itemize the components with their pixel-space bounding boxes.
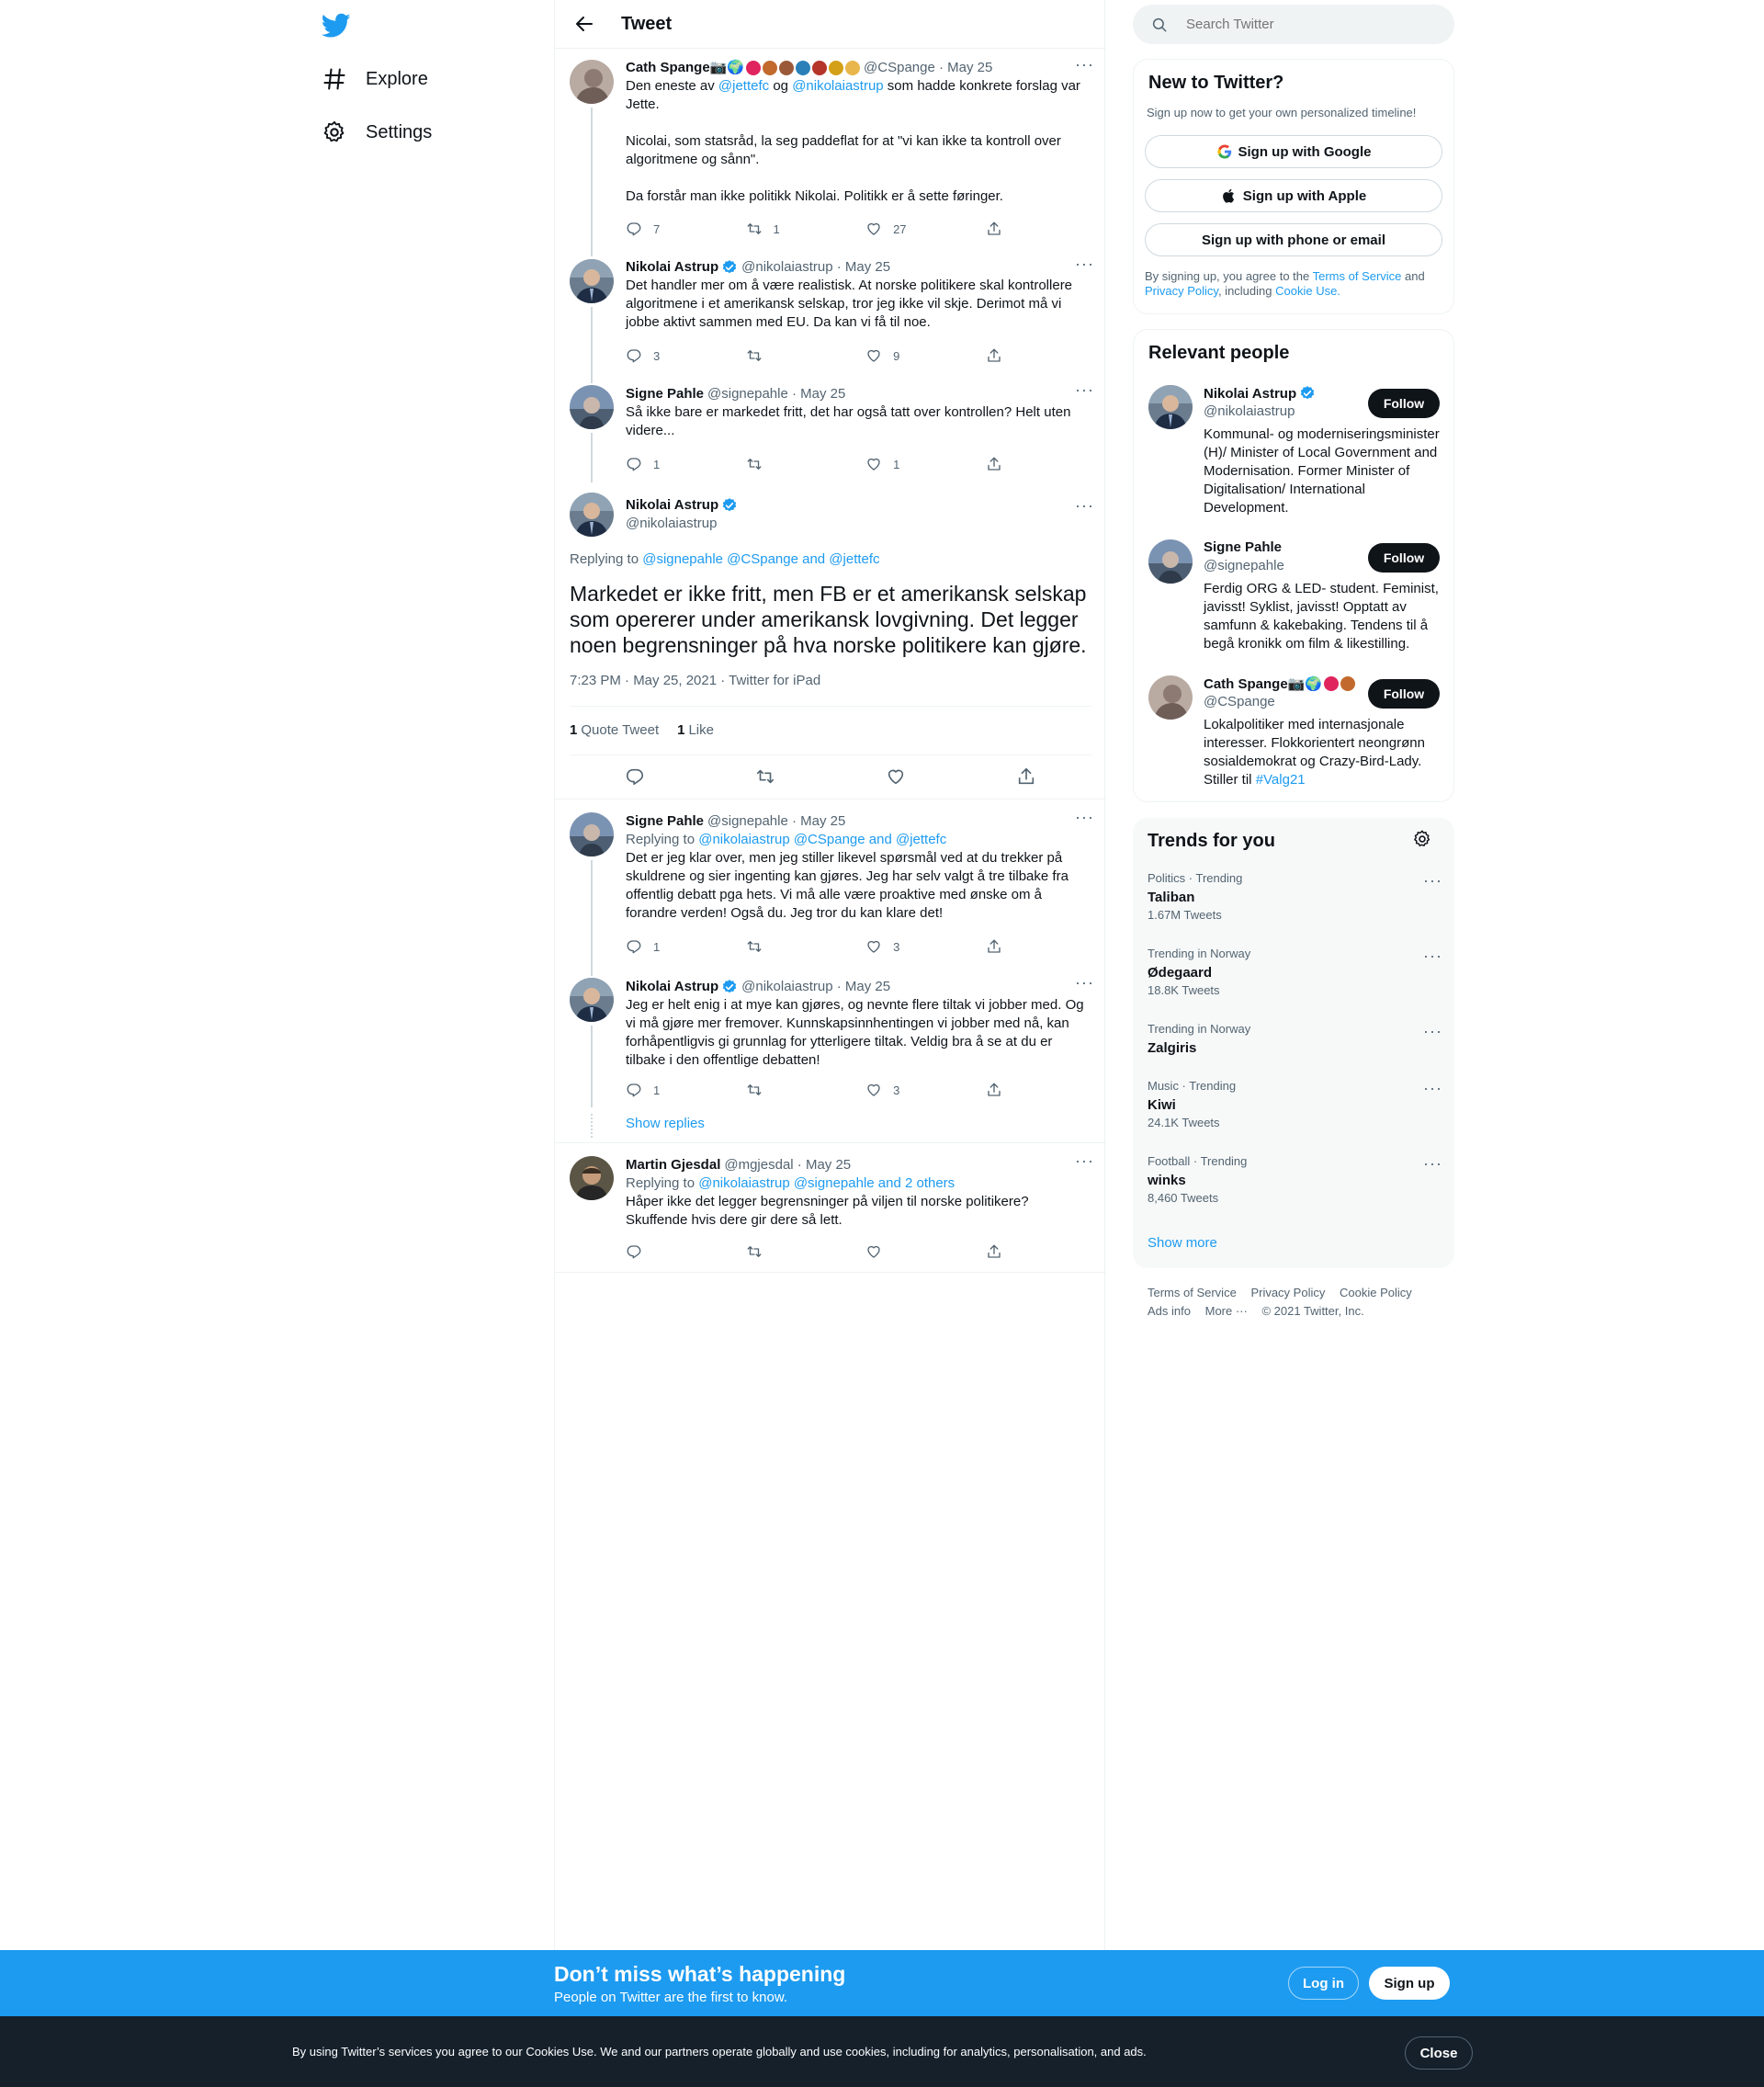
share-button[interactable] xyxy=(986,346,1021,365)
nav-settings[interactable] xyxy=(322,114,432,151)
tweet-actions xyxy=(626,1081,1021,1099)
search-icon xyxy=(1151,17,1168,33)
reply-tweet[interactable] xyxy=(555,800,1106,965)
author-handle-date[interactable]: @nikolaiastrup · May 25 xyxy=(741,259,891,275)
focus-actions xyxy=(570,766,1091,787)
author-handle-date[interactable]: @mgjesdal · May 25 xyxy=(724,1157,852,1173)
replying-to-links[interactable]: @signepahle @CSpange and @jettefc xyxy=(642,551,880,567)
author-handle-date[interactable]: @CSpange · May 25 xyxy=(864,60,993,75)
tweet-content xyxy=(626,55,1094,206)
tweet-actions xyxy=(626,346,1021,365)
signup-button[interactable]: Sign up xyxy=(1369,1967,1450,2000)
person-handle[interactable]: @signepahle xyxy=(1204,558,1284,573)
reply-icon xyxy=(626,1243,642,1260)
more-options-icon[interactable]: ··· xyxy=(1423,947,1442,965)
trends-title: Trends for you xyxy=(1148,831,1275,851)
reply-tweet[interactable] xyxy=(555,965,1106,1107)
trend-name: winks xyxy=(1148,1173,1186,1188)
more-options-icon[interactable]: ··· xyxy=(1423,1022,1442,1040)
trend-item[interactable] xyxy=(1148,947,1442,1000)
signup-apple-button[interactable]: Sign up with Apple xyxy=(1145,179,1442,212)
retweet-button[interactable] xyxy=(746,1081,866,1099)
trend-item[interactable] xyxy=(1148,1079,1442,1132)
reply-icon xyxy=(626,221,642,237)
trend-name: Kiwi xyxy=(1148,1097,1176,1113)
author-name[interactable]: Cath Spange📷🌍 xyxy=(626,60,745,75)
reply-icon xyxy=(626,1082,642,1098)
trend-name: Ødegaard xyxy=(1148,965,1213,981)
signup-bar-subtitle: People on Twitter are the first to know. xyxy=(554,1990,788,2005)
mention-link[interactable]: @jettefc xyxy=(718,78,770,94)
signup-bar xyxy=(0,1950,1764,2016)
replying-to: Replying to @nikolaiastrup @signepahle and 2 others xyxy=(626,1175,956,1191)
footer-privacy-link[interactable]: Privacy Policy xyxy=(1250,1286,1326,1299)
verified-badge-icon xyxy=(721,979,738,995)
trend-count: 24.1K Tweets xyxy=(1148,1116,1220,1129)
person-name[interactable]: Cath Spange📷🌍 xyxy=(1204,675,1355,692)
replying-to: Replying to @nikolaiastrup @CSpange and @jettefc xyxy=(626,832,947,847)
trend-item[interactable] xyxy=(1148,871,1442,924)
heart-icon xyxy=(865,938,882,955)
tweet-content xyxy=(626,1151,1094,1230)
nav-explore-label: Explore xyxy=(366,68,428,89)
trend-category: Trending in Norway xyxy=(1148,947,1251,960)
author-name[interactable]: Martin Gjesdal xyxy=(626,1157,721,1173)
thread-line xyxy=(591,1026,593,1107)
person-bio: Ferdig ORG & LED- student. Feminist, javisst! Syklist, javisst! Opptatt av samfunn & kakebaking. Tendens til å begå kronikk om film & likestilling. xyxy=(1204,581,1439,652)
divider xyxy=(570,706,1091,707)
avatar[interactable] xyxy=(570,60,614,104)
hashtag-icon xyxy=(322,66,347,92)
avatar[interactable] xyxy=(1148,385,1193,429)
quote-tweet-count[interactable]: 1 Quote Tweet xyxy=(570,722,660,738)
share-icon xyxy=(986,1243,1002,1260)
retweet-button[interactable] xyxy=(746,346,866,365)
reply-button[interactable]: 3 xyxy=(626,346,746,365)
reply-button[interactable]: 1 xyxy=(626,937,746,956)
author-name[interactable]: Signe Pahle xyxy=(626,386,705,402)
hashtag-link[interactable]: #Valg21 xyxy=(1255,772,1306,788)
share-icon xyxy=(986,1082,1002,1098)
more-options-icon[interactable]: ··· xyxy=(1423,1079,1442,1097)
signup-panel-subtitle: Sign up now to get your own personalized timeline! xyxy=(1147,106,1417,119)
retweet-icon xyxy=(746,938,763,955)
retweet-button[interactable] xyxy=(746,455,866,473)
retweet-button[interactable] xyxy=(746,937,866,956)
footer-copyright: © 2021 Twitter, Inc. xyxy=(1261,1304,1364,1318)
signup-google-button[interactable]: Sign up with Google xyxy=(1145,135,1442,168)
back-arrow-icon[interactable] xyxy=(573,13,595,35)
more-options-icon[interactable]: ··· xyxy=(1075,808,1094,826)
more-options-icon[interactable]: ··· xyxy=(1423,1154,1442,1173)
footer-tos-link[interactable]: Terms of Service xyxy=(1148,1286,1237,1299)
follow-button[interactable]: Follow xyxy=(1368,679,1440,709)
trends-panel xyxy=(1133,818,1454,1268)
cookie-close-button[interactable]: Close xyxy=(1405,2036,1473,2070)
thread-line xyxy=(591,108,593,245)
author-name[interactable]: Nikolai Astrup xyxy=(626,259,719,275)
tweet-header xyxy=(626,1151,1094,1174)
footer-cookie-link[interactable]: Cookie Policy xyxy=(1339,1286,1412,1299)
tweet-content xyxy=(626,808,1094,923)
avatar[interactable] xyxy=(570,812,614,856)
person-bio: Kommunal- og moderniseringsminister (H)/ Minister of Local Government and Modernisation. Former Minister of Digitalisation/ International Development. xyxy=(1204,426,1440,516)
retweet-icon xyxy=(746,1082,763,1098)
tweet-timestamp[interactable]: 7:23 PM · May 25, 2021 · Twitter for iPad xyxy=(570,673,821,688)
nav-settings-label: Settings xyxy=(366,121,433,142)
tweet-actions xyxy=(626,455,1021,473)
signup-panel-title: New to Twitter? xyxy=(1148,73,1284,93)
reply-button[interactable] xyxy=(626,1242,746,1261)
tweet-content xyxy=(626,380,1094,440)
trend-category: Football · Trending xyxy=(1148,1154,1248,1168)
author-name[interactable]: Nikolai Astrup xyxy=(626,497,719,513)
thread-line xyxy=(591,307,593,372)
reply-button[interactable]: 7 xyxy=(626,220,746,238)
search-bar[interactable] xyxy=(1133,5,1454,44)
divider xyxy=(555,1272,1106,1273)
footer-ads-link[interactable]: Ads info xyxy=(1148,1304,1191,1318)
signup-bar-title: Don’t miss what’s happening xyxy=(554,1962,846,1986)
google-icon xyxy=(1216,143,1233,160)
more-options-icon[interactable]: ··· xyxy=(1075,255,1094,273)
follow-button[interactable]: Follow xyxy=(1368,389,1440,418)
tweet-stats xyxy=(570,722,732,738)
tweet-header xyxy=(626,55,1094,77)
person-name[interactable]: Nikolai Astrup xyxy=(1204,385,1316,402)
retweet-icon xyxy=(746,347,763,364)
focus-tweet-text: Markedet er ikke fritt, men FB er et amerikansk selskap som opererer under amerikansk lovgivning. Det legger noen begrensninger på hva norske politikere kan gjøre. xyxy=(570,582,1087,657)
search-input[interactable] xyxy=(1186,17,1416,32)
author-handle-date[interactable]: @nikolaiastrup · May 25 xyxy=(741,979,891,994)
divider xyxy=(570,754,1091,755)
tweet-text: Håper ikke det legger begrensninger på viljen til norske politikere? Skuffende hvis dere gir dere så lett. xyxy=(626,1194,1029,1228)
show-replies-dots xyxy=(591,1114,593,1138)
signup-phone-email-button[interactable]: Sign up with phone or email xyxy=(1145,223,1442,256)
relevant-people-panel xyxy=(1133,329,1454,802)
share-icon xyxy=(986,221,1002,237)
like-button[interactable]: 3 xyxy=(865,1081,986,1099)
tweet-text: Det handler mer om å være realistisk. At norske politikere skal kontrollere algoritmene i et amerikansk selskap, tror jeg ikke vil skje. Derimot må vi jobbe aktivt sammen med EU. Da kan vi få til noe. xyxy=(626,278,1073,330)
apple-icon xyxy=(1221,187,1238,204)
share-button[interactable] xyxy=(986,220,1021,238)
verified-badge-icon xyxy=(721,259,738,276)
more-options-icon[interactable]: ··· xyxy=(1423,871,1442,890)
thread-line xyxy=(591,433,593,482)
retweet-button[interactable] xyxy=(746,1242,866,1261)
author-handle[interactable]: @nikolaiastrup xyxy=(626,516,718,531)
trend-count: 8,460 Tweets xyxy=(1148,1191,1219,1205)
share-icon xyxy=(986,456,1002,472)
trend-name: Zalgiris xyxy=(1148,1040,1197,1056)
like-count[interactable]: 1 Like xyxy=(677,722,714,738)
page-title: Tweet xyxy=(621,13,673,34)
retweet-icon xyxy=(746,1243,763,1260)
person-handle[interactable]: @nikolaiastrup xyxy=(1204,403,1295,419)
reply-button[interactable]: 1 xyxy=(626,1081,746,1099)
avatar[interactable] xyxy=(1148,539,1193,584)
cookie-use-link[interactable]: Cookie Use. xyxy=(1275,284,1340,298)
trend-item[interactable] xyxy=(1148,1154,1442,1208)
footer-links xyxy=(1148,1284,1451,1321)
avatar[interactable] xyxy=(570,385,614,429)
person-name[interactable]: Signe Pahle xyxy=(1204,539,1283,555)
avatar[interactable] xyxy=(570,1156,614,1200)
retweet-icon xyxy=(746,456,763,472)
show-more-link[interactable]: Show more xyxy=(1148,1235,1217,1251)
footer-more-link[interactable]: More ··· xyxy=(1204,1304,1248,1318)
like-button[interactable] xyxy=(865,1242,986,1261)
tweet-header xyxy=(626,255,1094,277)
share-button[interactable] xyxy=(986,1242,1021,1261)
heart-icon xyxy=(865,347,882,364)
more-options-icon[interactable]: ··· xyxy=(1075,496,1094,515)
main-header xyxy=(555,0,1106,49)
avatar[interactable] xyxy=(570,493,614,537)
reply-button[interactable]: 1 xyxy=(626,455,746,473)
trend-count: 18.8K Tweets xyxy=(1148,983,1220,997)
author-handle-date[interactable]: @signepahle · May 25 xyxy=(707,386,846,402)
avatar[interactable] xyxy=(570,978,614,1022)
avatar[interactable] xyxy=(570,259,614,303)
trend-category: Politics · Trending xyxy=(1148,871,1243,885)
author-handle-date[interactable]: @signepahle · May 25 xyxy=(707,813,846,829)
author-name[interactable]: Signe Pahle xyxy=(626,813,705,829)
trend-category: Music · Trending xyxy=(1148,1079,1237,1093)
thread-tweet[interactable] xyxy=(555,49,1106,245)
signup-legal-text: By signing up, you agree to the Terms of Service and Privacy Policy, including Cookie Use. xyxy=(1145,269,1425,298)
heart-icon xyxy=(865,1243,882,1260)
tweet-text: Det er jeg klar over, men jeg stiller likevel spørsmål ved at du trekker på skuldrene og sier ingenting kan gjøres. Jeg har selv valgt å tre tilbake fra offentlig debatt pga hets. Vi må alle være proaktive med ønske om å forandre verden! Også du. Jeg tror du kan klare det! xyxy=(626,850,1069,921)
mention-link[interactable]: @nikolaiastrup xyxy=(792,78,884,94)
tweet-actions xyxy=(626,1242,1021,1261)
nav-explore[interactable] xyxy=(322,61,428,97)
tweet-content xyxy=(626,973,1094,1070)
more-options-icon[interactable]: ··· xyxy=(1075,1151,1094,1170)
thread-tweet[interactable] xyxy=(555,372,1106,482)
author-block[interactable] xyxy=(626,496,738,533)
share-icon xyxy=(986,347,1002,364)
person-handle[interactable]: @CSpange xyxy=(1204,694,1275,709)
trend-name: Taliban xyxy=(1148,890,1195,905)
signup-panel xyxy=(1133,59,1454,314)
like-button[interactable]: 27 xyxy=(865,220,986,238)
more-options-icon[interactable]: ··· xyxy=(1075,973,1094,992)
heart-icon xyxy=(865,1082,882,1098)
trend-item[interactable] xyxy=(1148,1022,1442,1059)
tweet-header xyxy=(626,380,1094,403)
verified-badge-icon xyxy=(1299,385,1316,402)
heart-icon[interactable] xyxy=(886,766,906,787)
emoji-row-icon xyxy=(744,61,860,75)
gear-icon[interactable] xyxy=(1412,829,1432,849)
cookie-message: By using Twitter’s services you agree to our Cookies Use. We and our partners operate globally and use cookies, including for analytics, personalisation, and ads. xyxy=(292,2045,1147,2059)
relevant-people-title: Relevant people xyxy=(1148,343,1290,363)
like-button[interactable]: 3 xyxy=(865,937,986,956)
share-icon[interactable] xyxy=(1016,766,1036,787)
retweet-button[interactable]: 1 xyxy=(746,220,866,238)
tweet-content xyxy=(626,255,1094,332)
author-name[interactable]: Nikolai Astrup xyxy=(626,979,719,994)
follow-button[interactable]: Follow xyxy=(1368,543,1440,573)
login-button[interactable]: Log in xyxy=(1288,1967,1359,2000)
twitter-bird-icon[interactable] xyxy=(322,13,351,39)
person-bio: Lokalpolitiker med internasjonale interesser. Flokkorientert neongrønn sosialdemokrat og Crazy-Bird-Lady. Stiller til #Valg21 xyxy=(1204,717,1425,788)
reply-icon xyxy=(626,938,642,955)
share-icon xyxy=(986,938,1002,955)
like-button[interactable]: 1 xyxy=(865,455,986,473)
replying-to-links[interactable]: @nikolaiastrup @signepahle and 2 others xyxy=(698,1175,956,1191)
emoji-row-icon xyxy=(1322,676,1355,691)
replying-to: Replying to @signepahle @CSpange and @jettefc xyxy=(570,551,880,567)
tweet-text: Så ikke bare er markedet fritt, det har også tatt over kontrollen? Helt uten videre... xyxy=(626,404,1071,438)
reply-icon xyxy=(626,456,642,472)
reply-tweet[interactable] xyxy=(555,1143,1106,1272)
like-button[interactable]: 9 xyxy=(865,346,986,365)
show-replies-link[interactable]: Show replies xyxy=(626,1116,705,1131)
cookie-banner xyxy=(0,2016,1764,2087)
share-button[interactable] xyxy=(986,455,1021,473)
tweet-text: Den eneste av @jettefc og @nikolaiastrup som hadde konkrete forslag var Jette. Nicolai, som statsråd, la seg paddeflat for at "vi kan ikke ta kontroll over algoritmene og sånn". Da forstår man ikke politikk Nikolai. Politikk er å sette føringer. xyxy=(626,78,1080,204)
tweet-header xyxy=(626,973,1094,996)
tweet-text: Jeg er helt enig i at mye kan gjøres, og nevnte flere tiltak vi jobber med. Og vi må gjøre mer fremover. Kunnskapsinnhentingen vi jobber med nå, kan forhåpentligvis gi grunnlag for ytterligere tiltak. Veldig bra å se at du er tilbake i den offentlige debatten! xyxy=(626,997,1084,1068)
privacy-link[interactable]: Privacy Policy xyxy=(1145,284,1218,298)
thread-tweet[interactable] xyxy=(555,245,1106,372)
reply-icon xyxy=(626,347,642,364)
reply-icon[interactable] xyxy=(625,766,645,787)
heart-icon xyxy=(865,456,882,472)
main-column xyxy=(554,0,1105,1950)
gear-icon xyxy=(322,119,347,145)
replying-to-links[interactable]: @nikolaiastrup @CSpange and @jettefc xyxy=(698,832,947,847)
tweet-actions xyxy=(626,937,1021,956)
avatar[interactable] xyxy=(1148,675,1193,720)
heart-icon xyxy=(865,221,882,237)
tos-link[interactable]: Terms of Service xyxy=(1312,269,1402,283)
tweet-actions xyxy=(626,220,1021,238)
thread-line xyxy=(591,860,593,965)
retweet-icon[interactable] xyxy=(755,766,775,787)
tweet-header xyxy=(626,808,1094,831)
share-button[interactable] xyxy=(986,937,1021,956)
trend-count: 1.67M Tweets xyxy=(1148,908,1222,922)
verified-badge-icon xyxy=(721,497,738,514)
retweet-icon xyxy=(746,221,763,237)
more-options-icon[interactable]: ··· xyxy=(1075,55,1094,74)
more-options-icon[interactable]: ··· xyxy=(1075,380,1094,399)
share-button[interactable] xyxy=(986,1081,1021,1099)
trend-category: Trending in Norway xyxy=(1148,1022,1251,1036)
